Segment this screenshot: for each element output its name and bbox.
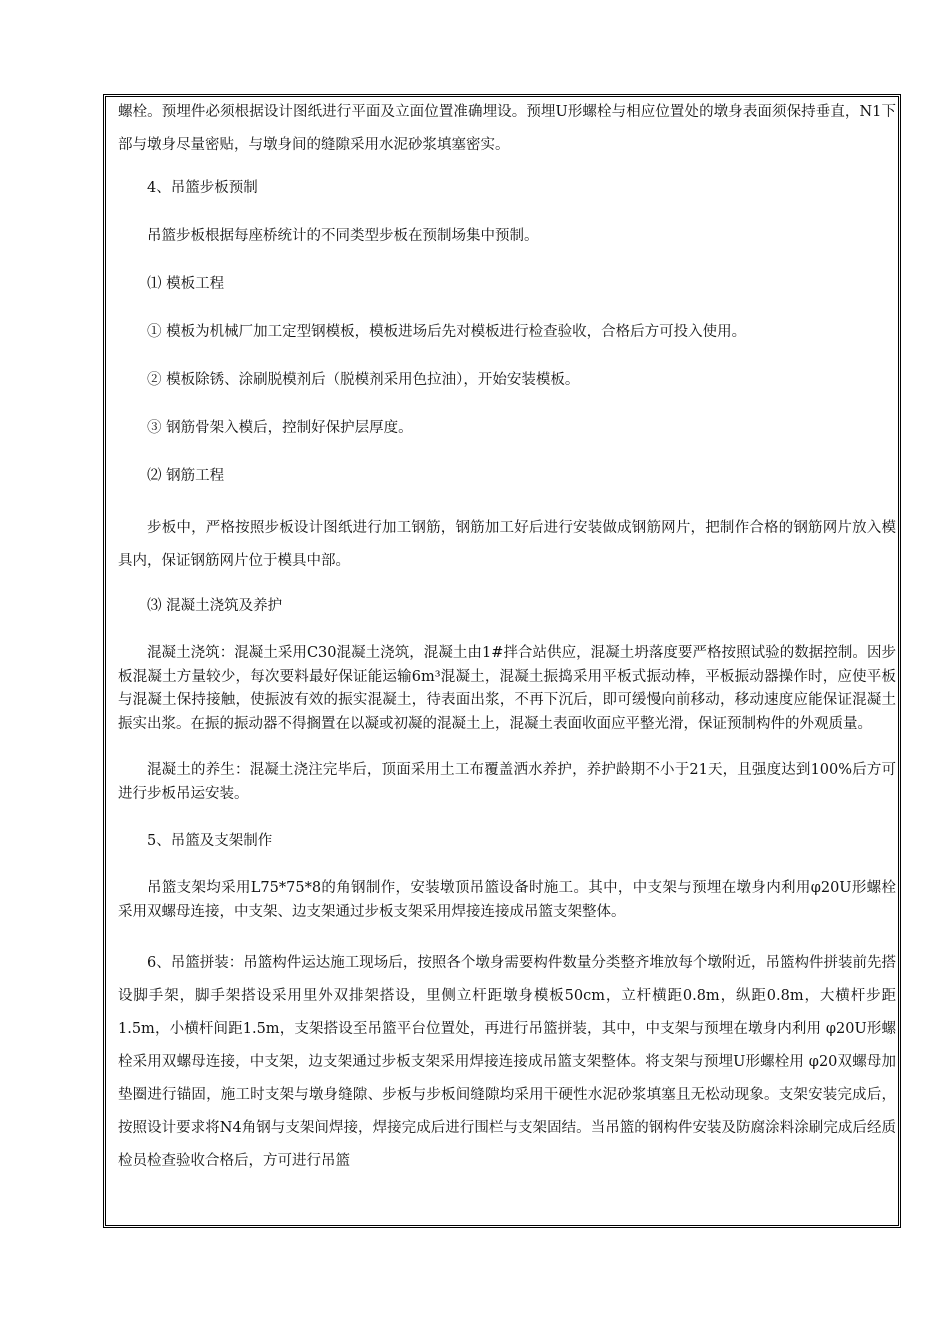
heading-concrete: ⑶ 混凝土浇筑及养护 [147,598,283,614]
paragraph-concrete-pouring: 混凝土浇筑：混凝土采用C30混凝土浇筑，混凝土由1#拌合站供应，混凝土坍落度要严格按照试验的数据控制。因步板混凝土方量较少，每次要料最好保证能运输6m³混凝土，混凝土振捣采用平板式振动棒，平板振动器操作时，应使平板与混凝土保持接触，使振波有效的振实混凝土，待表面出浆，不再下沉后，即可缓慢向前移动，移动速度应能保证混凝土振实出浆。在振的振动器不得搁置在以凝或初凝的混凝土上，混凝土表面收面应平整光滑，保证预制构件的外观质量。 [118,645,896,732]
paragraph-basket-frame: 吊篮支架均采用L75*75*8的角钢制作，安装墩顶吊篮设备时施工。其中，中支架与预埋在墩身内利用φ20U形螺栓采用双螺母连接，中支架、边支架通过步板支架采用焊接连接成吊篮支架整体。 [118,880,896,920]
heading-basket-frame: 5、吊篮及支架制作 [147,833,273,849]
heading-formwork: ⑴ 模板工程 [147,276,225,292]
document-body [118,96,896,1178]
paragraph-step-board-intro: 吊篮步板根据每座桥统计的不同类型步板在预制场集中预制。 [147,228,539,244]
paragraph-concrete-curing: 混凝土的养生：混凝土浇注完毕后，顶面采用土工布覆盖洒水养护，养护龄期不小于21天，且强度达到100%后方可进行步板吊运安装。 [118,762,896,802]
paragraph-basket-assembly: 6、吊篮拼装：吊篮构件运达施工现场后，按照各个墩身需要构件数量分类整齐堆放每个墩附近，吊篮构件拼装前先搭设脚手架，脚手架搭设采用里外双排架搭设，里侧立杆距墩身模板50cm，立杆横距0.8m，纵距0.8m，大横杆步距1.5m，小横杆间距1.5m，支架搭设至吊篮平台位置处，再进行吊篮拼装，其中，中支架与预埋在墩身内利用 φ20U形螺栓采用双螺母连接，中支架，边支架通过步板支架采用焊接连接成吊篮支架整体。将支架与预埋U形螺栓用 φ20双螺母加垫圈进行锚固，施工时支架与墩身缝隙、步板与步板间缝隙均采用干硬性水泥砂浆填塞且无松动现象。支架安装完成后，按照设计要求将N4角钢与支架间焊接，焊接完成后进行围栏与支架固结。当吊篮的钢构件安装及防腐涂料涂刷完成后经质检员检查验收合格后，方可进行吊篮 [118,955,896,1169]
paragraph-formwork-1: ① 模板为机械厂加工定型钢模板，模板进场后先对模板进行检查验收，合格后方可投入使用。 [147,324,747,340]
paragraph-rebar: 步板中，严格按照步板设计图纸进行加工钢筋，钢筋加工好后进行安装做成钢筋网片，把制作合格的钢筋网片放入模具内，保证钢筋网片位于模具中部。 [118,520,896,569]
paragraph-formwork-2: ② 模板除锈、涂刷脱模剂后（脱模剂采用色拉油），开始安装模板。 [147,372,580,388]
paragraph-formwork-3: ③ 钢筋骨架入模后，控制好保护层厚度。 [147,420,413,436]
paragraph-bolts: 螺栓。预埋件必须根据设计图纸进行平面及立面位置准确埋设。预埋U形螺栓与相应位置处的墩身表面须保持垂直，N1下部与墩身尽量密贴，与墩身间的缝隙采用水泥砂浆填塞密实。 [118,104,896,153]
heading-step-board: 4、吊篮步板预制 [147,180,258,196]
heading-rebar: ⑵ 钢筋工程 [147,468,225,484]
